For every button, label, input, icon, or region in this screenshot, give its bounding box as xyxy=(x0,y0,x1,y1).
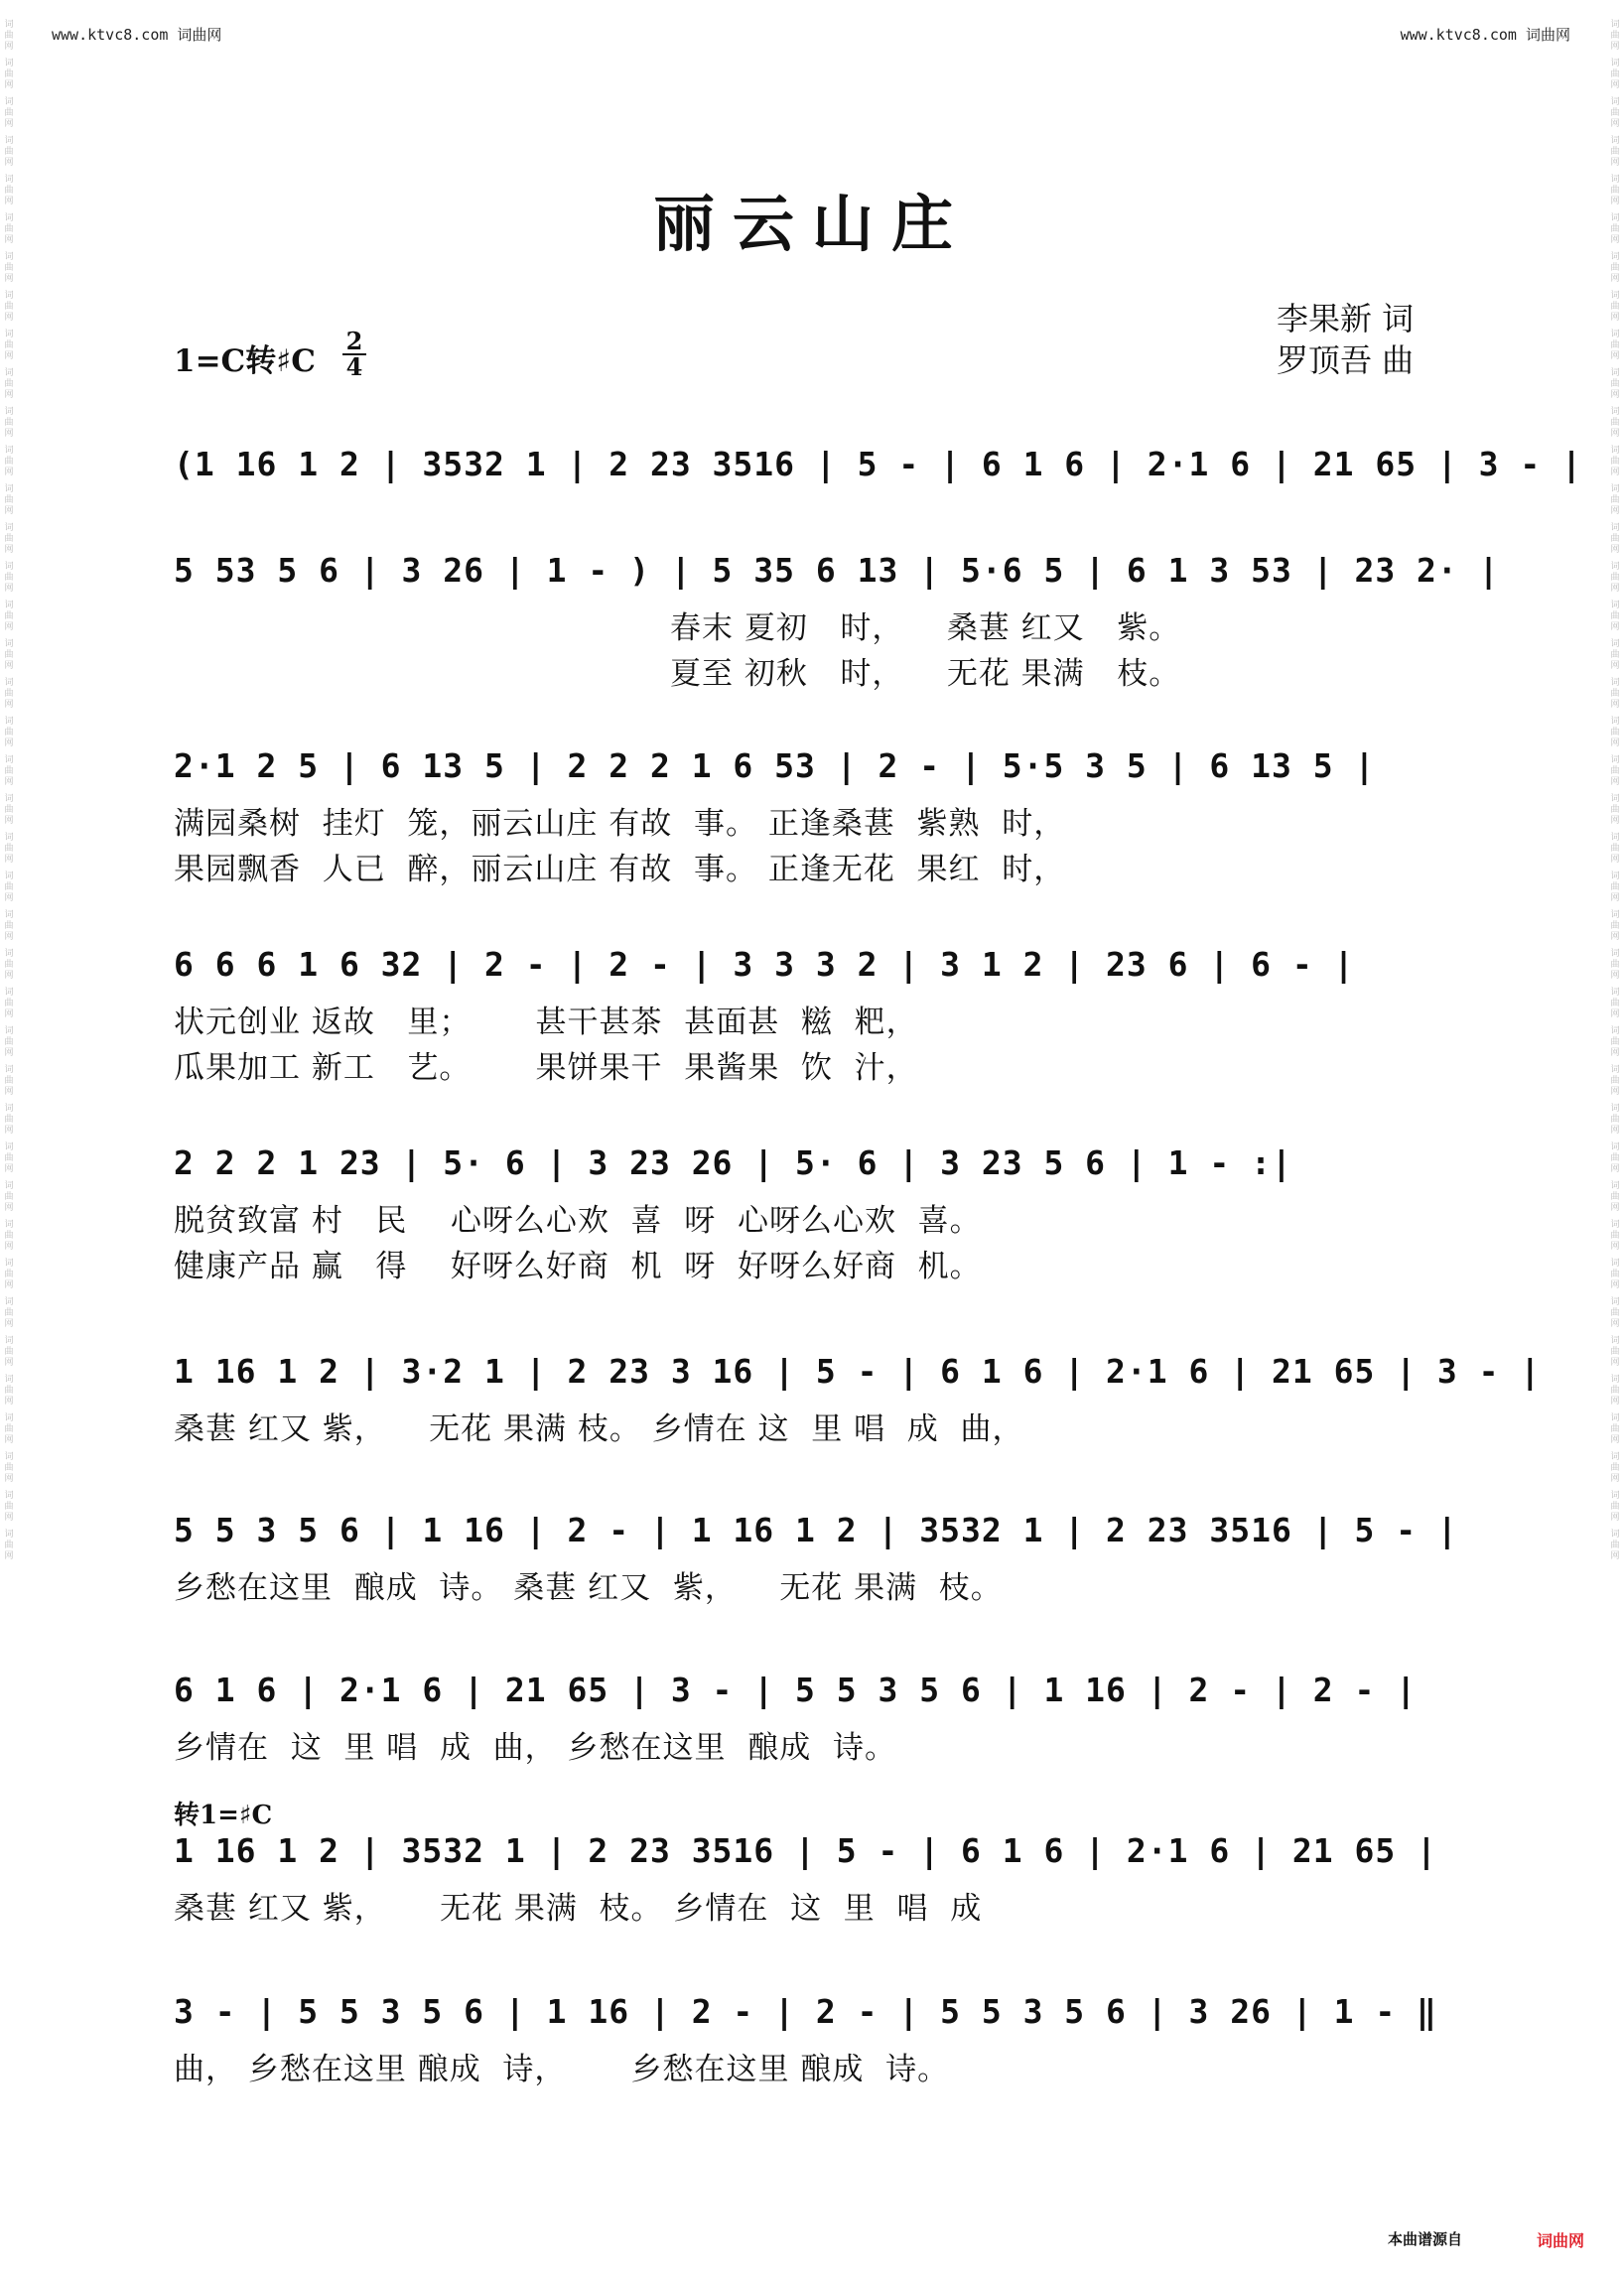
lyric-verse-1: 桑葚 红又 紫， 无花 果满 枝。 乡情在 这 里 唱 成 xyxy=(174,1891,983,1927)
watermark-mark: 词曲网 xyxy=(1610,678,1620,710)
watermark-mark: 词曲网 xyxy=(1610,1452,1620,1484)
watermark-mark: 词曲网 xyxy=(1610,1413,1620,1445)
watermark-mark: 词曲网 xyxy=(4,833,14,865)
header-left-site[interactable]: www.ktvc8.com 词曲网 xyxy=(52,26,222,44)
watermark-mark: 词曲网 xyxy=(4,910,14,942)
watermark-mark: 词曲网 xyxy=(4,562,14,594)
watermark-mark: 词曲网 xyxy=(1610,1336,1620,1368)
key-signature: 1=C转♯C xyxy=(174,343,316,379)
notation-line: 6 1 6 | 2·1 6 | 21 65 | 3 - | 5 5 3 5 6 | 1 16 | 2 - | 2 - | xyxy=(174,1671,1418,1709)
watermark-mark: 词曲网 xyxy=(4,1413,14,1445)
watermark-mark: 词曲网 xyxy=(1610,562,1620,594)
watermark-mark: 词曲网 xyxy=(1610,252,1620,284)
watermark-mark: 词曲网 xyxy=(1610,871,1620,903)
watermark-mark: 词曲网 xyxy=(4,407,14,439)
watermark-mark: 词曲网 xyxy=(4,1181,14,1213)
lyric-verse-1: 桑葚 红又 紫， 无花 果满 枝。 乡情在 这 里 唱 成 曲， xyxy=(174,1411,1024,1447)
watermark-mark: 词曲网 xyxy=(4,717,14,748)
watermark-mark: 词曲网 xyxy=(1610,1220,1620,1252)
notation-line: 6 6 6 1 6 32 | 2 - | 2 - | 3 3 3 2 | 3 1 2 | 23 6 | 6 - | xyxy=(174,945,1355,984)
watermark-mark: 词曲网 xyxy=(1610,1530,1620,1561)
watermark-mark: 词曲网 xyxy=(4,639,14,671)
watermark-mark: 词曲网 xyxy=(4,871,14,903)
notation-line: 2 2 2 1 23 | 5· 6 | 3 23 26 | 5· 6 | 3 23 5 6 | 1 - :| xyxy=(174,1143,1292,1182)
lyric-verse-1: 春末 夏初 时， 桑葚 红又 紫。 xyxy=(670,610,1181,646)
watermark-mark: 词曲网 xyxy=(1610,1142,1620,1174)
watermark-mark: 词曲网 xyxy=(1610,717,1620,748)
time-signature-bottom: 4 xyxy=(345,352,363,381)
song-title: 丽云山庄 xyxy=(652,188,971,260)
notation-line: (1 16 1 2 | 3532 1 | 2 23 3516 | 5 - | 6 1 6 | 2·1 6 | 21 65 | 3 - | xyxy=(174,445,1583,483)
lyric-verse-1: 乡情在 这 里 唱 成 曲， 乡愁在这里 酿成 诗。 xyxy=(174,1730,896,1766)
lyric-verse-2: 果园飘香 人已 醉，丽云山庄 有故 事。 正逢无花 果红 时， xyxy=(174,852,1066,887)
watermark-mark: 词曲网 xyxy=(4,213,14,245)
watermark-mark: 词曲网 xyxy=(4,368,14,400)
watermark-mark: 词曲网 xyxy=(4,523,14,555)
watermark-mark: 词曲网 xyxy=(4,1530,14,1561)
time-signature-top: 2 xyxy=(345,327,363,355)
watermark-mark: 词曲网 xyxy=(4,1104,14,1136)
watermark-mark: 词曲网 xyxy=(4,1297,14,1329)
watermark-mark: 词曲网 xyxy=(1610,1297,1620,1329)
footer-source-label: 本曲谱源自 xyxy=(1388,2230,1463,2248)
watermark-mark: 词曲网 xyxy=(1610,20,1620,52)
header-right-site[interactable]: www.ktvc8.com 词曲网 xyxy=(1400,26,1570,44)
watermark-mark: 词曲网 xyxy=(1610,330,1620,361)
notation-line: 2·1 2 5 | 6 13 5 | 2 2 2 1 6 53 | 2 - | 5·5 3 5 | 6 13 5 | xyxy=(174,746,1376,785)
watermark-mark: 词曲网 xyxy=(1610,136,1620,168)
watermark-mark: 词曲网 xyxy=(1610,1259,1620,1290)
side-watermark-right xyxy=(1608,20,1622,2253)
watermark-mark: 词曲网 xyxy=(1610,1026,1620,1058)
notation-line: 5 53 5 6 | 3 26 | 1 - ) | 5 35 6 13 | 5·6 5 | 6 1 3 53 | 23 2· | xyxy=(174,551,1500,590)
watermark-mark: 词曲网 xyxy=(1610,291,1620,323)
watermark-mark: 词曲网 xyxy=(4,1065,14,1097)
watermark-mark: 词曲网 xyxy=(4,1336,14,1368)
footer-brand-link[interactable]: 词曲网 xyxy=(1537,2231,1585,2250)
watermark-mark: 词曲网 xyxy=(1610,1375,1620,1407)
watermark-mark: 词曲网 xyxy=(4,252,14,284)
lyric-verse-1: 状元创业 返故 里； 甚干甚茶 甚面甚 糍 粑， xyxy=(174,1005,918,1040)
watermark-mark: 词曲网 xyxy=(4,330,14,361)
lyric-verse-1: 脱贫致富 村 民 心呀么心欢 喜 呀 心呀么心欢 喜。 xyxy=(174,1203,982,1239)
watermark-mark: 词曲网 xyxy=(1610,175,1620,206)
notation-line: 5 5 3 5 6 | 1 16 | 2 - | 1 16 1 2 | 3532 1 | 2 23 3516 | 5 - | xyxy=(174,1511,1458,1549)
lyricist-credit: 李果新 词 xyxy=(1277,300,1415,337)
watermark-mark: 词曲网 xyxy=(1610,794,1620,826)
watermark-mark: 词曲网 xyxy=(4,1220,14,1252)
watermark-mark: 词曲网 xyxy=(1610,1491,1620,1523)
watermark-mark: 词曲网 xyxy=(1610,446,1620,477)
key-modulation-label: 转1=♯C xyxy=(174,1801,273,1830)
watermark-mark: 词曲网 xyxy=(1610,949,1620,981)
watermark-mark: 词曲网 xyxy=(1610,368,1620,400)
watermark-mark: 词曲网 xyxy=(1610,484,1620,516)
watermark-mark: 词曲网 xyxy=(1610,407,1620,439)
notation-line: 1 16 1 2 | 3532 1 | 2 23 3516 | 5 - | 6 1 6 | 2·1 6 | 21 65 | xyxy=(174,1831,1437,1870)
watermark-mark: 词曲网 xyxy=(1610,639,1620,671)
watermark-mark: 词曲网 xyxy=(1610,1065,1620,1097)
watermark-mark: 词曲网 xyxy=(4,755,14,787)
watermark-mark: 词曲网 xyxy=(4,678,14,710)
watermark-mark: 词曲网 xyxy=(1610,97,1620,129)
watermark-mark: 词曲网 xyxy=(4,1259,14,1290)
watermark-mark: 词曲网 xyxy=(4,97,14,129)
watermark-mark: 词曲网 xyxy=(1610,213,1620,245)
lyric-verse-2: 瓜果加工 新工 艺。 果饼果干 果酱果 饮 汁， xyxy=(174,1050,918,1086)
watermark-mark: 词曲网 xyxy=(4,601,14,632)
watermark-mark: 词曲网 xyxy=(4,175,14,206)
watermark-mark: 词曲网 xyxy=(1610,910,1620,942)
notation-line: 3 - | 5 5 3 5 6 | 1 16 | 2 - | 2 - | 5 5 3 5 6 | 3 26 | 1 - ‖ xyxy=(174,1992,1437,2031)
watermark-mark: 词曲网 xyxy=(4,794,14,826)
watermark-mark: 词曲网 xyxy=(4,1142,14,1174)
side-watermark-left xyxy=(2,20,16,2253)
lyric-verse-2: 健康产品 赢 得 好呀么好商 机 呀 好呀么好商 机。 xyxy=(174,1249,982,1284)
composer-credit: 罗顶吾 曲 xyxy=(1277,341,1415,379)
lyric-verse-2: 夏至 初秋 时， 无花 果满 枝。 xyxy=(670,656,1181,692)
watermark-mark: 词曲网 xyxy=(4,20,14,52)
watermark-mark: 词曲网 xyxy=(1610,523,1620,555)
watermark-mark: 词曲网 xyxy=(1610,988,1620,1019)
watermark-mark: 词曲网 xyxy=(4,59,14,90)
watermark-mark: 词曲网 xyxy=(4,1452,14,1484)
time-signature xyxy=(342,327,366,381)
watermark-mark: 词曲网 xyxy=(4,988,14,1019)
watermark-mark: 词曲网 xyxy=(1610,59,1620,90)
lyric-verse-1: 曲， 乡愁在这里 酿成 诗， 乡愁在这里 酿成 诗。 xyxy=(174,2052,950,2087)
watermark-mark: 词曲网 xyxy=(1610,1104,1620,1136)
watermark-mark: 词曲网 xyxy=(4,949,14,981)
lyric-verse-1: 乡愁在这里 酿成 诗。 桑葚 红又 紫， 无花 果满 枝。 xyxy=(174,1570,1003,1606)
watermark-mark: 词曲网 xyxy=(1610,755,1620,787)
watermark-mark: 词曲网 xyxy=(4,1491,14,1523)
lyric-verse-1: 满园桑树 挂灯 笼，丽云山庄 有故 事。 正逢桑葚 紫熟 时， xyxy=(174,806,1066,842)
notation-line: 1 16 1 2 | 3·2 1 | 2 23 3 16 | 5 - | 6 1 6 | 2·1 6 | 21 65 | 3 - | xyxy=(174,1352,1542,1391)
watermark-mark: 词曲网 xyxy=(4,446,14,477)
watermark-mark: 词曲网 xyxy=(4,136,14,168)
watermark-mark: 词曲网 xyxy=(4,484,14,516)
watermark-mark: 词曲网 xyxy=(4,1375,14,1407)
watermark-mark: 词曲网 xyxy=(1610,601,1620,632)
watermark-mark: 词曲网 xyxy=(1610,833,1620,865)
watermark-mark: 词曲网 xyxy=(4,291,14,323)
watermark-mark: 词曲网 xyxy=(4,1026,14,1058)
watermark-mark: 词曲网 xyxy=(1610,1181,1620,1213)
